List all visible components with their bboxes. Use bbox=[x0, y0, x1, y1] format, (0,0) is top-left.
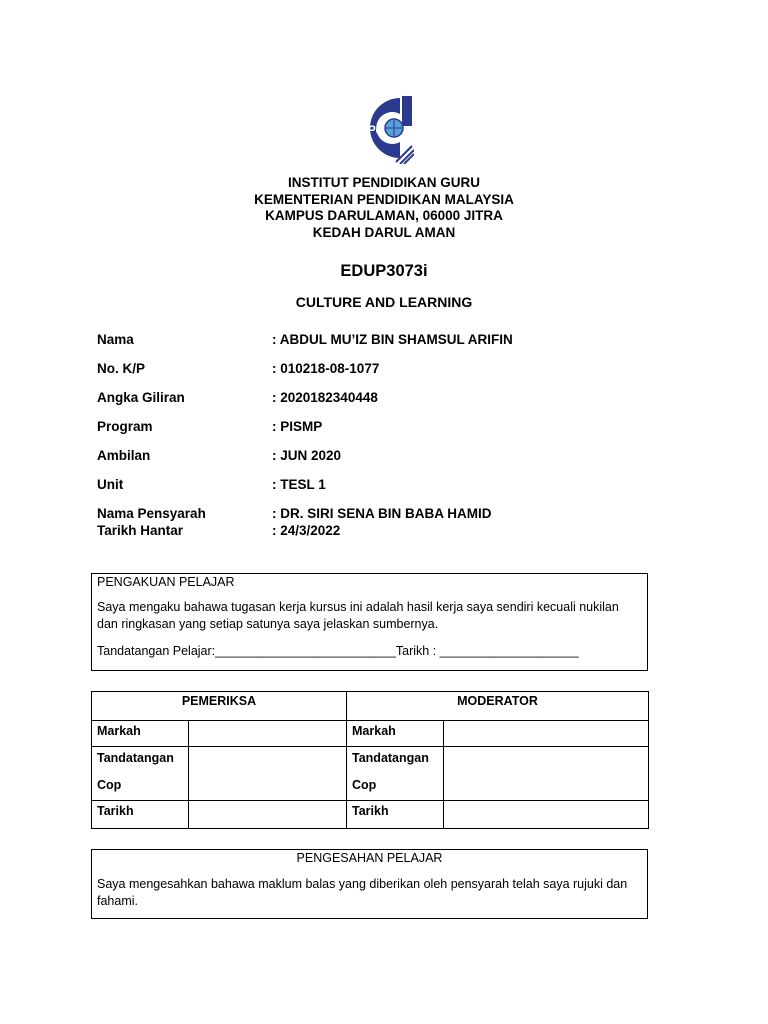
field-value: : PISMP bbox=[272, 419, 323, 434]
institution-line-4: KEDAH DARUL AMAN bbox=[312, 224, 456, 240]
field-value: : 24/3/2022 bbox=[272, 523, 341, 538]
tandatangan-cop-label bbox=[347, 747, 444, 801]
institution-line-1: INSTITUT PENDIDIKAN GURU bbox=[288, 175, 480, 190]
field-label: Tarikh Hantar bbox=[97, 523, 184, 538]
tandatangan-cop-label bbox=[92, 747, 189, 801]
institution-line-3: KAMPUS DARULAMAN, 06000 JITRA bbox=[265, 208, 503, 223]
field-value: : DR. SIRI SENA BIN BABA HAMID bbox=[272, 506, 492, 521]
institution-line-2: KEMENTERIAN PENDIDIKAN MALAYSIA bbox=[254, 191, 514, 207]
declaration-heading: PENGAKUAN PELAJAR bbox=[97, 575, 235, 589]
field-value: : 010218-08-1077 bbox=[272, 361, 380, 376]
institution-block bbox=[0, 175, 768, 241]
field-value: : JUN 2020 bbox=[272, 448, 342, 463]
tarikh-label: Tarikh bbox=[92, 801, 189, 829]
tandatangan-label: Tandatangan bbox=[352, 751, 429, 765]
field-label: Ambilan bbox=[97, 448, 151, 463]
field-label: Nama Pensyarah bbox=[97, 506, 206, 521]
pemeriksa-header: PEMERIKSA bbox=[92, 692, 347, 721]
markah-label: Markah bbox=[347, 721, 444, 747]
declaration-text: Saya mengaku bahawa tugasan kerja kursus ini adalah hasil kerja saya sendiri kecuali nukilan dan ringkasan yang setiap satunya saya jelaskan sumbernya. bbox=[97, 600, 619, 631]
field-value: : ABDUL MU’IZ BIN SHAMSUL ARIFIN bbox=[272, 332, 513, 347]
field-label: Program bbox=[97, 419, 153, 434]
pemeriksa-markah-cell bbox=[189, 721, 347, 747]
field-value: : 2020182340448 bbox=[272, 390, 378, 405]
declaration-box bbox=[91, 573, 648, 671]
grading-table bbox=[91, 691, 649, 829]
moderator-tarikh-cell bbox=[444, 801, 649, 829]
logo-text: IPG bbox=[364, 123, 385, 137]
field-label: Unit bbox=[97, 477, 124, 492]
cop-label: Cop bbox=[352, 778, 377, 792]
field-value: : TESL 1 bbox=[272, 477, 326, 492]
course-code: EDUP3073i bbox=[340, 262, 428, 280]
tarikh-label: Tarikh bbox=[347, 801, 444, 829]
tandatangan-label: Tandatangan bbox=[97, 751, 174, 765]
course-name: CULTURE AND LEARNING bbox=[295, 294, 473, 310]
pemeriksa-tandatangan-cell bbox=[189, 747, 347, 801]
field-label: Angka Giliran bbox=[97, 390, 185, 405]
field-label: No. K/P bbox=[97, 361, 146, 376]
confirmation-heading: PENGESAHAN PELAJAR bbox=[296, 851, 443, 865]
moderator-header: MODERATOR bbox=[347, 692, 649, 721]
moderator-markah-cell bbox=[444, 721, 649, 747]
ipg-logo bbox=[356, 92, 414, 164]
field-label: Nama bbox=[97, 332, 134, 347]
cop-label: Cop bbox=[97, 778, 122, 792]
markah-label: Markah bbox=[92, 721, 189, 747]
pemeriksa-tarikh-cell bbox=[189, 801, 347, 829]
signature-line: Tandatangan Pelajar:__________________________Tarikh : ____________________ bbox=[97, 644, 579, 658]
confirmation-box bbox=[91, 849, 648, 919]
moderator-tandatangan-cell bbox=[444, 747, 649, 801]
confirmation-text: Saya mengesahkan bahawa maklum balas yang diberikan oleh pensyarah telah saya rujuki dan fahami. bbox=[97, 877, 628, 908]
